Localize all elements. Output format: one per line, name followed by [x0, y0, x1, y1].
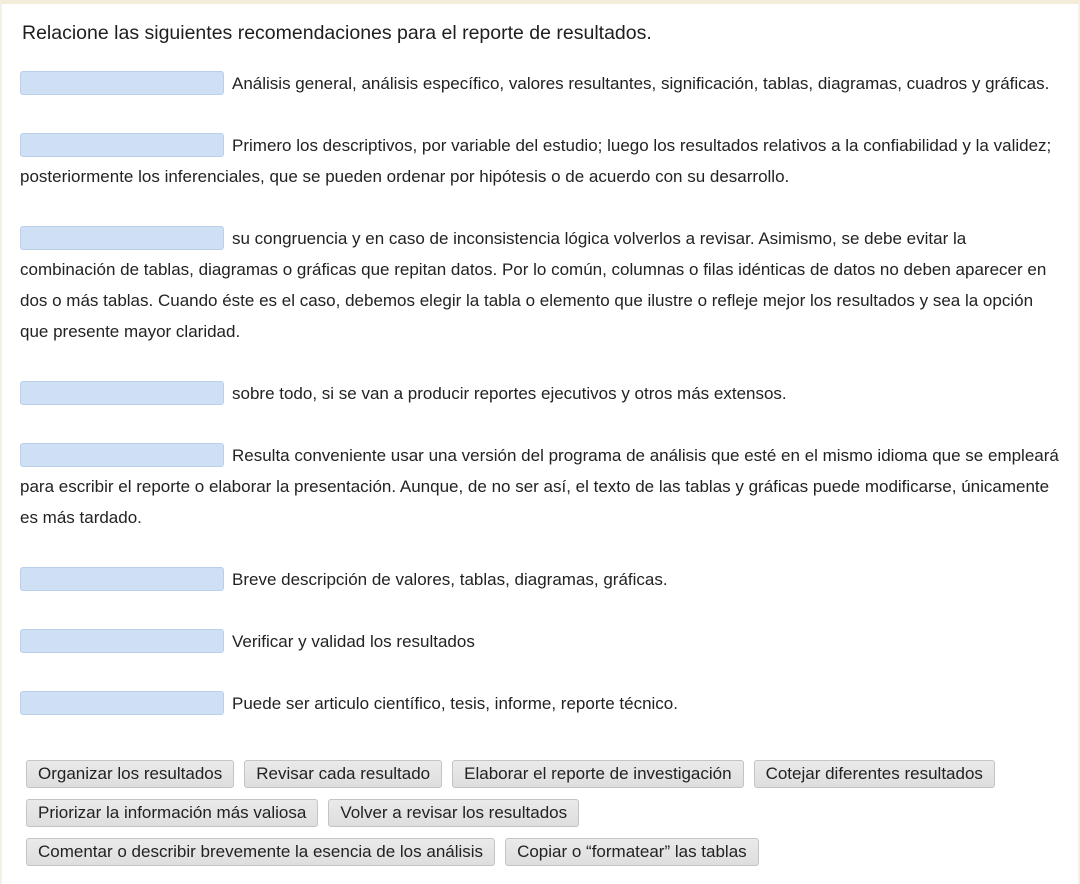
answer-bank-row — [26, 760, 1066, 788]
match-item — [20, 440, 1064, 533]
match-item — [20, 688, 1064, 719]
match-item-text: Resulta conveniente usar una versión del programa de análisis que esté en el mismo idioma que se empleará para escribir el reporte o elaborar la presentación. Aunque, de no ser así, el texto de las tablas y gráficas puede modificarse, únicamente es más tardado. — [20, 446, 1059, 527]
draggable-option-organizar[interactable]: Organizar los resultados — [26, 760, 234, 788]
answer-bank-row — [26, 838, 1066, 866]
drop-slot-5[interactable] — [20, 443, 224, 467]
draggable-option-revisar[interactable]: Revisar cada resultado — [244, 760, 442, 788]
match-items-list — [20, 68, 1064, 719]
draggable-option-copiar[interactable]: Copiar o “formatear” las tablas — [505, 838, 759, 866]
answer-bank-row — [26, 799, 1066, 827]
match-item — [20, 564, 1064, 595]
match-item — [20, 378, 1064, 409]
draggable-option-volver-revisar[interactable]: Volver a revisar los resultados — [328, 799, 579, 827]
drop-slot-3[interactable] — [20, 226, 224, 250]
draggable-option-cotejar[interactable]: Cotejar diferentes resultados — [754, 760, 995, 788]
drop-slot-7[interactable] — [20, 629, 224, 653]
match-item — [20, 626, 1064, 657]
match-item-text: Análisis general, análisis específico, valores resultantes, significación, tablas, diagramas, cuadros y gráficas. — [232, 74, 1050, 93]
answer-bank — [26, 760, 1066, 877]
match-item-text: su congruencia y en caso de inconsistencia lógica volverlos a revisar. Asimismo, se debe evitar la combinación de tablas, diagramas o gráficas que repitan datos. Por lo común, columnas o filas idénticas de datos no deben aparecer en dos o más tablas. Cuando éste es el caso, debemos elegir la tabla o elemento que ilustre o refleje mejor los resultados y sea la opción que presente mayor claridad. — [20, 229, 1047, 341]
drop-slot-6[interactable] — [20, 567, 224, 591]
match-item — [20, 130, 1064, 192]
match-item-text: Breve descripción de valores, tablas, diagramas, gráficas. — [232, 570, 668, 589]
match-item-text: Puede ser articulo científico, tesis, informe, reporte técnico. — [232, 694, 678, 713]
match-item — [20, 223, 1064, 347]
question-title: Relacione las siguientes recomendaciones para el reporte de resultados. — [22, 22, 652, 44]
match-item — [20, 68, 1064, 99]
match-item-text: Primero los descriptivos, por variable del estudio; luego los resultados relativos a la confiabilidad y la validez; posteriormente los inferenciales, que se pueden ordenar por hipótesis o de acuerdo con su desarrollo. — [20, 136, 1052, 186]
draggable-option-priorizar[interactable]: Priorizar la información más valiosa — [26, 799, 318, 827]
drop-slot-8[interactable] — [20, 691, 224, 715]
draggable-option-elaborar[interactable]: Elaborar el reporte de investigación — [452, 760, 743, 788]
match-item-text: Verificar y validad los resultados — [232, 632, 475, 651]
drop-slot-2[interactable] — [20, 133, 224, 157]
drop-slot-4[interactable] — [20, 381, 224, 405]
draggable-option-comentar[interactable]: Comentar o describir brevemente la esencia de los análisis — [26, 838, 495, 866]
drop-slot-1[interactable] — [20, 71, 224, 95]
match-item-text: sobre todo, si se van a producir reportes ejecutivos y otros más extensos. — [232, 384, 787, 403]
